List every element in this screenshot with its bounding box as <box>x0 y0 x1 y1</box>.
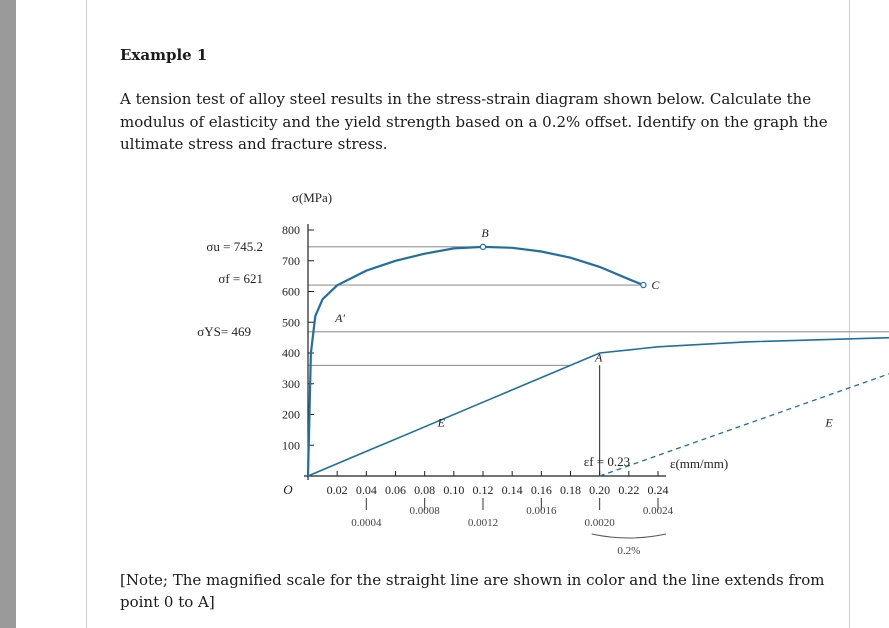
y-tick-label: 500 <box>282 315 300 330</box>
x-tick-label: 0.16 <box>530 483 552 497</box>
full-scale-curve <box>308 247 643 476</box>
x-tick-label: 0.18 <box>560 483 581 497</box>
ultimate-stress-label: σu = 745.2 <box>206 238 263 254</box>
magnified-tick-label: 0.0008 <box>409 505 440 517</box>
fracture-strain-label: εf = 0.23 <box>583 454 631 469</box>
x-tick-label: 0.08 <box>414 483 436 497</box>
point-b-label: B <box>481 225 489 240</box>
magnified-tick-label: 0.0020 <box>584 517 615 529</box>
point-a-prime-label-full: A′ <box>335 310 346 325</box>
point-c-label: C <box>651 278 660 293</box>
modulus-label-magnified: E <box>437 415 445 430</box>
modulus-label-offset: E <box>825 415 833 430</box>
example-heading: Example 1 <box>120 46 208 64</box>
x-tick-label: 0.10 <box>443 483 465 497</box>
y-tick-label: 300 <box>282 376 300 391</box>
fracture-stress-label: σf = 621 <box>218 271 263 287</box>
x-tick-label: 0.04 <box>355 483 377 497</box>
x-tick-label: 0.02 <box>326 483 348 497</box>
magnified-tick-label: 0.0024 <box>642 505 674 517</box>
offset-brace <box>592 534 666 538</box>
x-tick-label: 0.12 <box>472 483 494 497</box>
x-tick-label: 0.22 <box>618 483 640 497</box>
magnified-tick-label: 0.0012 <box>467 517 499 529</box>
point-b-marker <box>480 244 485 249</box>
x-tick-label: 0.20 <box>589 483 611 497</box>
magnified-tick-label: 0.0004 <box>351 517 382 529</box>
x-tick-label: 0.06 <box>385 483 406 497</box>
stress-strain-chart <box>180 180 833 570</box>
y-tick-label: 800 <box>282 223 300 237</box>
y-axis-label: σ(MPa) <box>291 190 333 205</box>
y-tick-label: 600 <box>282 284 300 299</box>
note-text: [Note; The magnified scale for the straight line are shown in color and the line extends from point 0 to A] <box>120 571 825 611</box>
x-tick-label: 0.24 <box>647 483 669 497</box>
point-c-marker <box>641 282 646 287</box>
offset-label: 0.2% <box>617 545 641 557</box>
y-tick-label: 400 <box>282 346 300 360</box>
window-left-edge <box>0 0 16 628</box>
yield-stress-label: σYS= 469 <box>197 323 251 339</box>
x-tick-label: 0.14 <box>501 483 523 497</box>
y-tick-label: 100 <box>282 438 300 453</box>
problem-statement: A tension test of alloy steel results in the stress-strain diagram shown below. Calculate the modulus of elasticity and the yield strength based on a 0.2% offset. Identify on the graph the ultimate stress and fracture stress. <box>120 90 828 153</box>
magnified-tick-label: 0.0016 <box>526 505 557 517</box>
origin-label: O <box>283 482 293 497</box>
x-axis-label: ε(mm/mm) <box>670 456 729 471</box>
point-a-label: A <box>594 350 603 365</box>
y-tick-label: 200 <box>282 407 300 422</box>
y-tick-label: 700 <box>282 253 300 268</box>
